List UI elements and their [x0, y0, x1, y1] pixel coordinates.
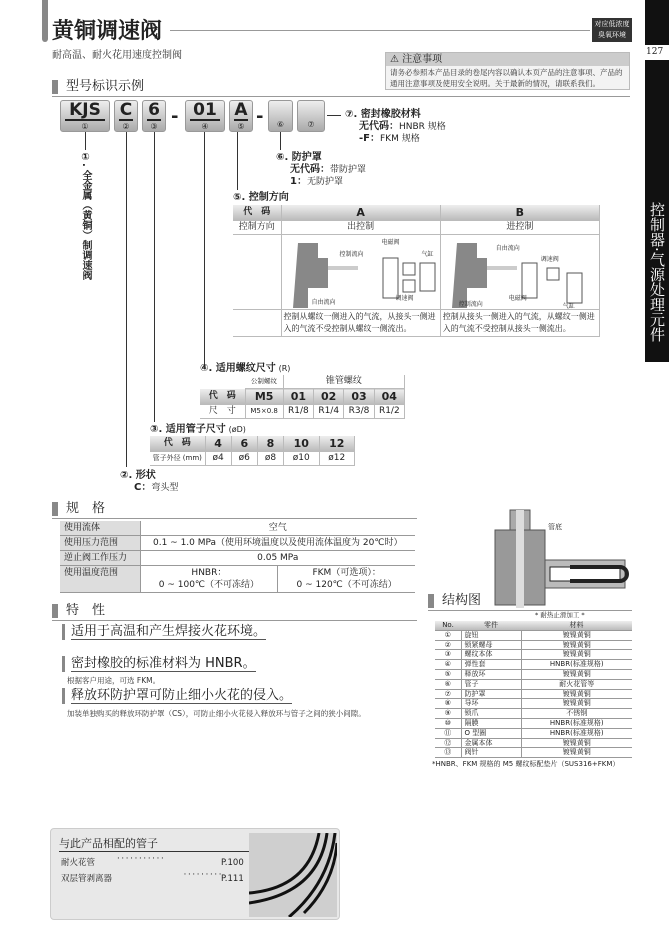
header-size: 尺 寸 — [200, 405, 245, 419]
part-material: 镀镍黄铜 — [521, 630, 632, 640]
spec-value: 0.05 MPa — [140, 551, 415, 566]
title-divider — [170, 30, 590, 31]
section-title-specs: 规 格 — [52, 502, 105, 516]
code-value: A — [234, 100, 248, 120]
part-no: ⑬ — [435, 748, 461, 758]
parts-row — [435, 718, 632, 728]
code-value — [273, 101, 288, 119]
code-box-seal — [297, 100, 325, 132]
thread-code: M5 — [245, 389, 283, 405]
leader-dots: · · · · · · · · · · · — [117, 854, 164, 864]
feature-item — [62, 624, 266, 640]
code-dash: - — [171, 106, 179, 127]
tube-code: 4 — [205, 436, 231, 452]
option-text: 无防护罩 — [306, 177, 343, 187]
parts-row — [435, 699, 632, 709]
size-options-block — [120, 362, 410, 494]
thread-title: ④. 适用螺纹尺寸 — [200, 363, 276, 374]
section-divider — [52, 518, 417, 519]
feature-note: 根据客户用途，可选 FKM。 — [67, 676, 161, 685]
seal-option-block — [345, 108, 446, 145]
tube-code: 10 — [284, 436, 319, 452]
structure-footnote: *HNBR、FKM 规格的 M5 螺纹标配垫片（SUS316+FKM） — [432, 760, 620, 769]
option-code: C： — [134, 482, 152, 493]
cover-title: ⑥. 防护罩 — [276, 152, 322, 163]
spec-table — [60, 521, 415, 593]
metric-label: 公制螺纹 — [245, 375, 283, 389]
parts-row — [435, 689, 632, 699]
part-name: 防护罩 — [461, 689, 521, 699]
feature-note: 加装单独购买的释放环防护罩（CS），可防止细小火花侵入释放环与管子之间的狭小间隙。 — [67, 709, 366, 718]
diagram-b — [440, 235, 599, 310]
header-part: 零件 — [461, 621, 521, 630]
spec-key: 使用压力范围 — [60, 536, 140, 551]
part-material: 镀镍黄铜 — [521, 748, 632, 758]
part-no: ⑤ — [435, 669, 461, 679]
header-no: No. — [435, 621, 461, 630]
parts-block — [432, 621, 636, 769]
tube-size: ø4 — [205, 452, 231, 466]
direction-block — [233, 191, 600, 337]
tube-unit: (øD) — [228, 425, 246, 434]
feature-title: 密封橡胶的标准材料为 HNBR。 — [71, 656, 256, 671]
direction-table — [233, 205, 600, 337]
tube-size: ø10 — [284, 452, 319, 466]
header-code: 代 码 — [233, 205, 281, 221]
label-speed-valve: 调速阀 — [540, 256, 559, 263]
header-code: 代 码 — [200, 389, 245, 405]
related-list — [61, 853, 244, 885]
part-material: 耐火花管等 — [521, 679, 632, 689]
option-text: HNBR 规格 — [399, 122, 446, 132]
thread-size: R3/8 — [344, 405, 374, 419]
parts-row — [435, 728, 632, 738]
spec-value: 0.1 ~ 1.0 MPa（使用环境温度以及使用流体温度为 20℃时） — [140, 536, 415, 551]
leader-line — [327, 115, 341, 116]
code-value — [302, 101, 320, 119]
part-name: 锁爪 — [461, 709, 521, 719]
direction-b-description: 控制从接头一侧进入的气流，从螺纹一侧进入的气流不受控制从接头一侧流出。 — [440, 310, 599, 337]
heat-note: * 耐热止滑加工 * — [535, 611, 585, 619]
leader-line — [85, 132, 86, 150]
caution-header — [386, 53, 629, 66]
temp-hnbr-value: 0 ~ 100℃（不可冻结） — [158, 580, 260, 590]
thread-size: R1/2 — [374, 405, 404, 419]
related-tubes-box — [50, 828, 340, 920]
option-code: 无代码： — [359, 121, 399, 132]
related-page[interactable]: P.111 — [221, 874, 244, 884]
tube-code: 8 — [257, 436, 283, 452]
part-material: 镀镍黄铜 — [521, 640, 632, 650]
part-material: HNBR(标准规格) — [521, 718, 632, 728]
section-divider — [428, 610, 632, 611]
related-item[interactable] — [61, 869, 244, 885]
ozone-badge — [592, 18, 632, 42]
part-no: ④ — [435, 660, 461, 670]
part-material: HNBR(标准规格) — [521, 728, 632, 738]
thread-size: R1/4 — [314, 405, 344, 419]
tube-code: 12 — [319, 436, 355, 452]
part-no: ⑥ — [435, 679, 461, 689]
part-name: 弹性套 — [461, 660, 521, 670]
section-divider — [52, 620, 417, 621]
related-page[interactable]: P.100 — [221, 858, 244, 868]
parts-row — [435, 679, 632, 689]
spec-value: 空气 — [140, 521, 415, 536]
label-free-flow: 自由流向 — [495, 245, 520, 252]
taper-label: 锥管螺纹 — [283, 375, 404, 389]
direction-title: ⑤. 控制方向 — [233, 192, 289, 203]
code-number: ② — [122, 122, 130, 131]
parts-row — [435, 660, 632, 670]
label-speed-valve: 调速阀 — [395, 295, 414, 302]
part-name: 旋钮 — [461, 630, 521, 640]
feature-item — [62, 656, 256, 672]
part-material: 镀镍黄铜 — [521, 689, 632, 699]
parts-row — [435, 709, 632, 719]
temp-hnbr-label: HNBR： — [191, 568, 227, 578]
part-no: ⑪ — [435, 728, 461, 738]
tube-size: ø8 — [257, 452, 283, 466]
part-name: 导环 — [461, 699, 521, 709]
code-value: 6 — [148, 100, 160, 120]
tube-code: 6 — [231, 436, 257, 452]
parts-row — [435, 669, 632, 679]
part-name: 释放环 — [461, 669, 521, 679]
tube-size: ø6 — [231, 452, 257, 466]
related-name: 耐火花管 — [61, 858, 96, 868]
section-title-features: 特 性 — [52, 604, 105, 618]
part-material: 镀镍黄铜 — [521, 738, 632, 748]
part-name: 管子 — [461, 679, 521, 689]
header-a: A — [281, 205, 440, 221]
code-value: C — [119, 100, 133, 120]
part-material: 镀镍黄铜 — [521, 699, 632, 709]
caution-body: 请务必参照本产品目录的卷尾内容以确认本页产品的注意事项、产品的通用注意事项及使用安全说明。关于最新的情况，请联系我们。 — [390, 68, 623, 88]
option-code: 无代码： — [290, 164, 330, 175]
related-title: 与此产品相配的管子 — [59, 835, 249, 852]
label-free-flow: 自由流向 — [311, 299, 336, 306]
warning-icon: ⚠ — [390, 54, 399, 65]
option-text: FKM 规格 — [379, 134, 420, 144]
code-number: ⑤ — [237, 122, 245, 131]
leader-line — [204, 132, 205, 366]
section-divider — [52, 96, 630, 97]
temp-fkm-label: FKM（可选项）： — [312, 568, 381, 578]
option-code: 1： — [290, 176, 307, 187]
direction-b: 进控制 — [440, 221, 599, 235]
side-category-tab: 控制器·气源处理元件 — [645, 60, 669, 362]
structure-cross-section-icon — [480, 505, 630, 609]
parts-table — [435, 621, 632, 758]
tube-size: ø12 — [319, 452, 355, 466]
part-no: ② — [435, 640, 461, 650]
badge-line2: 臭氧环境 — [598, 31, 626, 39]
tube-photo-icon — [249, 833, 337, 917]
thread-table — [200, 375, 405, 419]
page-number: 127 — [646, 47, 664, 57]
code-box-tube — [142, 100, 166, 132]
series-title: ①. 全金属（黄铜）制调速阀 — [80, 152, 91, 281]
label-solenoid: 电磁阀 — [381, 239, 400, 246]
tube-table — [150, 436, 355, 466]
part-name: 金属本体 — [461, 738, 521, 748]
side-tab-top — [645, 0, 669, 45]
valve-diagram-a-icon — [288, 238, 438, 308]
parts-row — [435, 630, 632, 640]
label-cylinder: 气缸 — [421, 251, 434, 258]
caution-title: 注意事项 — [402, 54, 443, 65]
feature-title: 释放环防护罩可防止细小火花的侵入。 — [71, 688, 293, 703]
parts-row — [435, 640, 632, 650]
tube-title: ③. 适用管子尺寸 — [150, 424, 226, 435]
thread-code: 02 — [314, 389, 344, 405]
parts-row — [435, 650, 632, 660]
code-number: ③ — [150, 122, 158, 131]
feature-item — [62, 688, 292, 704]
leader-dots: · · · · · · · · · — [183, 870, 221, 880]
option-text: 带防护罩 — [330, 165, 367, 175]
code-number: ① — [81, 122, 89, 131]
row-label: 控制方向 — [233, 221, 281, 235]
temp-fkm-value: 0 ~ 120℃（不可冻结） — [296, 580, 397, 590]
related-item[interactable] — [61, 853, 244, 869]
thread-unit: (R) — [278, 364, 291, 373]
part-material: 不锈钢 — [521, 709, 632, 719]
related-name: 双层管剥离器 — [61, 874, 113, 884]
section-title-structure: 结构图 — [428, 594, 481, 608]
code-number: ⑥ — [276, 120, 285, 129]
section-title-model: 型号标识示例 — [52, 80, 144, 94]
part-name: 隔膜 — [461, 718, 521, 728]
code-box-direction — [229, 100, 253, 132]
part-no: ① — [435, 630, 461, 640]
code-number: ④ — [201, 122, 209, 131]
part-name: O 型圈 — [461, 728, 521, 738]
badge-line1: 对应低浓度 — [594, 20, 630, 28]
header-material: 材料 — [521, 621, 632, 630]
title-accent-bar — [42, 0, 48, 42]
code-dash: - — [256, 106, 264, 127]
part-no: ⑦ — [435, 689, 461, 699]
header-code: 代 码 — [150, 436, 205, 452]
code-value: 01 — [190, 101, 220, 121]
feature-title: 适用于高温和产生焊接火花环境。 — [71, 624, 267, 639]
part-name: 螺纹本体 — [461, 650, 521, 660]
leader-line — [237, 132, 238, 190]
header-od: 管子外径 (mm) — [150, 452, 205, 466]
thread-size: R1/8 — [283, 405, 313, 419]
diagram-a — [281, 235, 440, 310]
thread-code: 04 — [374, 389, 404, 405]
spec-key: 逆止阀工作压力 — [60, 551, 140, 566]
seal-title: ⑦. 密封橡胶材料 — [345, 109, 421, 120]
spec-key: 使用温度范围 — [60, 566, 140, 593]
part-no: ⑫ — [435, 738, 461, 748]
direction-a-description: 控制从螺纹一侧进入的气流，从接头一侧进入的气流不受控制从螺纹一侧流出。 — [281, 310, 440, 337]
thread-code: 03 — [344, 389, 374, 405]
thread-size: M5×0.8 — [245, 405, 283, 419]
part-material: 镀镍黄铜 — [521, 669, 632, 679]
spec-key: 使用流体 — [60, 521, 140, 536]
part-material: 镀镍黄铜 — [521, 650, 632, 660]
code-number: ⑦ — [307, 120, 315, 129]
code-value: KJS — [65, 101, 105, 121]
part-no: ③ — [435, 650, 461, 660]
option-code: -F： — [359, 133, 380, 144]
part-no: ⑨ — [435, 709, 461, 719]
label-cylinder: 气缸 — [562, 303, 575, 310]
thread-code: 01 — [283, 389, 313, 405]
part-no: ⑩ — [435, 718, 461, 728]
code-box-shape — [114, 100, 138, 132]
direction-a: 出控制 — [281, 221, 440, 235]
label-solenoid: 电磁阀 — [508, 295, 527, 302]
cover-option-block — [276, 151, 366, 188]
code-box-cover — [268, 100, 293, 132]
parts-row — [435, 748, 632, 758]
page-subtitle: 耐高温、耐火花用速度控制阀 — [52, 50, 182, 61]
option-text: 弯头型 — [151, 483, 179, 493]
shape-block — [120, 469, 410, 494]
label-control-flow: 控制流向 — [339, 251, 364, 258]
part-name: 阀针 — [461, 748, 521, 758]
code-box-thread — [185, 100, 225, 132]
leader-line — [280, 132, 281, 150]
caution-box — [385, 52, 630, 90]
part-no: ⑧ — [435, 699, 461, 709]
label-control-flow: 控制流向 — [458, 301, 483, 308]
tube-bottom-label: 管底 — [548, 523, 562, 531]
code-box-series — [60, 100, 110, 132]
parts-row — [435, 738, 632, 748]
part-material: HNBR(标准规格) — [521, 660, 632, 670]
header-b: B — [440, 205, 599, 221]
page-title: 黄铜调速阀 — [52, 19, 163, 44]
shape-title: ②. 形状 — [120, 470, 156, 481]
part-name: 锁紧螺母 — [461, 640, 521, 650]
